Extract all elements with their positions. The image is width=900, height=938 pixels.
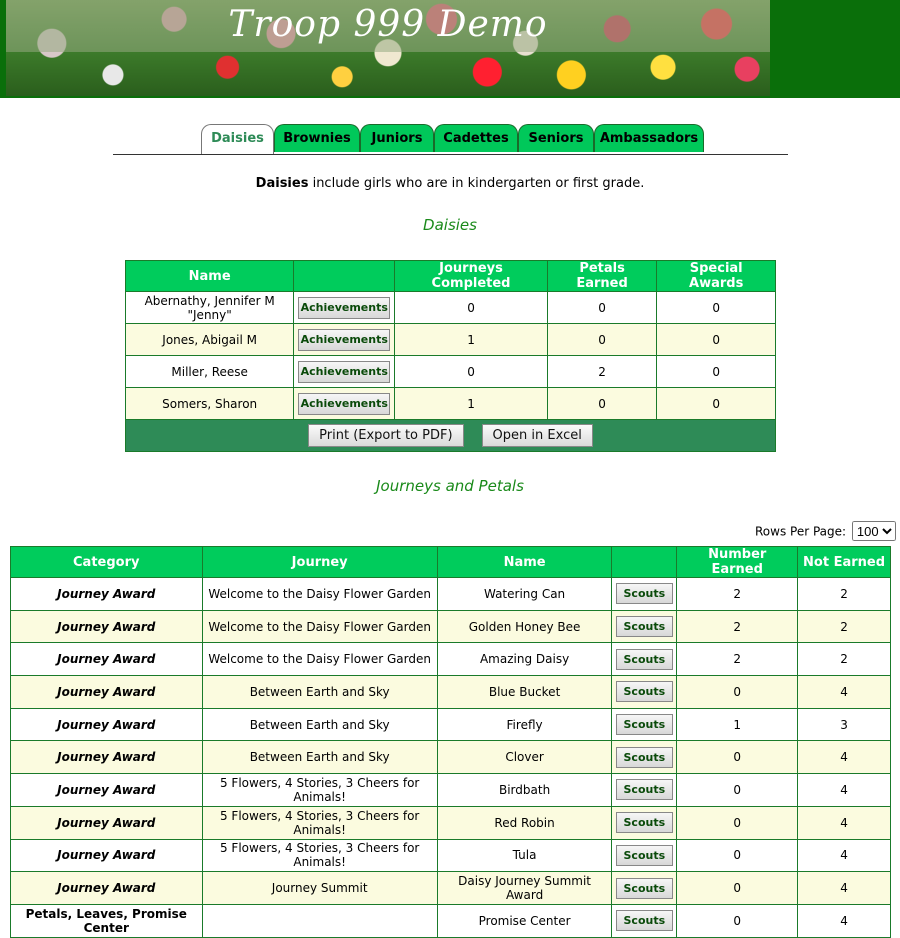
- flower-banner-image: [6, 0, 770, 96]
- col-header-petals-earned: Petals Earned: [547, 261, 657, 292]
- award-category: Journey Award: [11, 676, 203, 709]
- not-earned: 4: [798, 839, 891, 872]
- scouts-cell: [612, 643, 677, 676]
- col-header-actions: [294, 261, 395, 292]
- header-bar: [0, 0, 900, 98]
- award-category: Journey Award: [11, 708, 203, 741]
- scouts-button[interactable]: Scouts: [616, 812, 673, 833]
- achievements-cell: [294, 356, 395, 388]
- girls-table: [125, 260, 776, 452]
- award-row: [11, 839, 891, 872]
- girls-header-row: [126, 261, 776, 292]
- award-journey: Between Earth and Sky: [202, 676, 437, 709]
- girl-name: Abernathy, Jennifer M "Jenny": [126, 292, 294, 324]
- scouts-cell: [612, 806, 677, 839]
- tab-juniors[interactable]: Juniors: [360, 124, 434, 152]
- award-name: Watering Can: [437, 578, 612, 611]
- award-category: Petals, Leaves, Promise Center: [11, 904, 203, 937]
- girl-row: [126, 356, 776, 388]
- tab-seniors[interactable]: Seniors: [518, 124, 594, 152]
- award-journey: 5 Flowers, 4 Stories, 3 Cheers for Animals!: [202, 774, 437, 807]
- girl-row: [126, 292, 776, 324]
- tab-bar: [113, 124, 788, 155]
- award-category: Journey Award: [11, 643, 203, 676]
- award-row: [11, 806, 891, 839]
- scouts-button[interactable]: Scouts: [616, 649, 673, 670]
- scouts-button[interactable]: Scouts: [616, 714, 673, 735]
- scouts-cell: [612, 774, 677, 807]
- special-awards: 0: [657, 292, 776, 324]
- number-earned: 0: [677, 806, 798, 839]
- scouts-cell: [612, 839, 677, 872]
- tab-daisies[interactable]: Daisies: [201, 124, 274, 154]
- special-awards: 0: [657, 388, 776, 420]
- number-earned: 0: [677, 774, 798, 807]
- number-earned: 2: [677, 578, 798, 611]
- scouts-button[interactable]: Scouts: [616, 583, 673, 604]
- special-awards: 0: [657, 324, 776, 356]
- scouts-cell: [612, 708, 677, 741]
- award-category: Journey Award: [11, 774, 203, 807]
- col-header-scouts: [612, 547, 677, 578]
- award-journey: Between Earth and Sky: [202, 741, 437, 774]
- award-name: Tula: [437, 839, 612, 872]
- achievements-button[interactable]: Achievements: [298, 361, 390, 383]
- not-earned: 3: [798, 708, 891, 741]
- scouts-cell: [612, 610, 677, 643]
- scouts-cell: [612, 741, 677, 774]
- rows-per-page-select[interactable]: [852, 521, 896, 541]
- not-earned: 4: [798, 774, 891, 807]
- petals-earned: 0: [547, 388, 657, 420]
- girl-name: Somers, Sharon: [126, 388, 294, 420]
- award-row: [11, 676, 891, 709]
- award-name: Promise Center: [437, 904, 612, 937]
- award-journey: Welcome to the Daisy Flower Garden: [202, 578, 437, 611]
- achievements-cell: [294, 324, 395, 356]
- not-earned: 2: [798, 643, 891, 676]
- award-category: Journey Award: [11, 741, 203, 774]
- col-header-journey: Journey: [202, 547, 437, 578]
- award-journey: Journey Summit: [202, 872, 437, 905]
- award-name: Golden Honey Bee: [437, 610, 612, 643]
- petals-header-row: [11, 547, 891, 578]
- level-description-text: include girls who are in kindergarten or first grade.: [308, 176, 645, 191]
- award-journey: 5 Flowers, 4 Stories, 3 Cheers for Animals!: [202, 839, 437, 872]
- scouts-button[interactable]: Scouts: [616, 878, 673, 899]
- award-row: [11, 708, 891, 741]
- number-earned: 0: [677, 839, 798, 872]
- journeys-completed: 1: [395, 388, 548, 420]
- petals-section-title: Journeys and Petals: [376, 477, 524, 495]
- award-name: Birdbath: [437, 774, 612, 807]
- girls-footer-row: [126, 420, 776, 452]
- scouts-button[interactable]: Scouts: [616, 681, 673, 702]
- open-excel-button[interactable]: Open in Excel: [482, 424, 593, 447]
- award-journey: Welcome to the Daisy Flower Garden: [202, 643, 437, 676]
- scouts-button[interactable]: Scouts: [616, 845, 673, 866]
- scouts-cell: [612, 872, 677, 905]
- not-earned: 4: [798, 872, 891, 905]
- journeys-completed: 0: [395, 356, 548, 388]
- col-header-number-earned: Number Earned: [677, 547, 798, 578]
- achievements-button[interactable]: Achievements: [298, 329, 390, 351]
- not-earned: 2: [798, 578, 891, 611]
- col-header-badge-name: Name: [437, 547, 612, 578]
- col-header-special-awards: Special Awards: [657, 261, 776, 292]
- number-earned: 2: [677, 610, 798, 643]
- award-row: [11, 643, 891, 676]
- achievements-button[interactable]: Achievements: [298, 393, 390, 415]
- scouts-cell: [612, 676, 677, 709]
- tab-ambassadors[interactable]: Ambassadors: [594, 124, 704, 152]
- girl-row: [126, 388, 776, 420]
- number-earned: 0: [677, 904, 798, 937]
- award-row: [11, 872, 891, 905]
- award-category: Journey Award: [11, 872, 203, 905]
- print-pdf-button[interactable]: Print (Export to PDF): [308, 424, 463, 447]
- not-earned: 4: [798, 806, 891, 839]
- col-header-category: Category: [11, 547, 203, 578]
- export-bar: [126, 420, 776, 452]
- petals-earned: 0: [547, 292, 657, 324]
- petals-earned: 0: [547, 324, 657, 356]
- petals-earned: 2: [547, 356, 657, 388]
- rows-per-page-control: [755, 521, 896, 541]
- achievements-button[interactable]: Achievements: [298, 297, 390, 319]
- rows-per-page-label: Rows Per Page:: [755, 524, 847, 539]
- petals-table: [10, 546, 891, 938]
- tab-brownies[interactable]: Brownies: [274, 124, 360, 152]
- award-category: Journey Award: [11, 839, 203, 872]
- award-name: Red Robin: [437, 806, 612, 839]
- col-header-not-earned: Not Earned: [798, 547, 891, 578]
- award-journey: Between Earth and Sky: [202, 708, 437, 741]
- special-awards: 0: [657, 356, 776, 388]
- number-earned: 0: [677, 872, 798, 905]
- number-earned: 0: [677, 741, 798, 774]
- number-earned: 2: [677, 643, 798, 676]
- award-category: Journey Award: [11, 610, 203, 643]
- tab-cadettes[interactable]: Cadettes: [434, 124, 518, 152]
- award-row: [11, 774, 891, 807]
- scouts-button[interactable]: Scouts: [616, 616, 673, 637]
- award-category: Journey Award: [11, 578, 203, 611]
- achievements-cell: [294, 388, 395, 420]
- award-name: Firefly: [437, 708, 612, 741]
- scouts-button[interactable]: Scouts: [616, 747, 673, 768]
- not-earned: 2: [798, 610, 891, 643]
- not-earned: 4: [798, 904, 891, 937]
- scouts-cell: [612, 904, 677, 937]
- scouts-button[interactable]: Scouts: [616, 779, 673, 800]
- award-journey: Welcome to the Daisy Flower Garden: [202, 610, 437, 643]
- award-journey: [202, 904, 437, 937]
- scouts-cell: [612, 578, 677, 611]
- scouts-button[interactable]: Scouts: [616, 910, 673, 931]
- award-category: Journey Award: [11, 806, 203, 839]
- level-description: [0, 176, 900, 191]
- not-earned: 4: [798, 741, 891, 774]
- girl-row: [126, 324, 776, 356]
- journeys-completed: 0: [395, 292, 548, 324]
- award-name: Amazing Daisy: [437, 643, 612, 676]
- girls-section-title: Daisies: [423, 216, 477, 234]
- award-row: [11, 904, 891, 937]
- col-header-name: Name: [126, 261, 294, 292]
- award-name: Daisy Journey Summit Award: [437, 872, 612, 905]
- girl-name: Jones, Abigail M: [126, 324, 294, 356]
- col-header-journeys-completed: Journeys Completed: [395, 261, 548, 292]
- level-name: Daisies: [255, 176, 309, 191]
- girl-name: Miller, Reese: [126, 356, 294, 388]
- award-row: [11, 741, 891, 774]
- award-name: Blue Bucket: [437, 676, 612, 709]
- site-title: Troop 999 Demo: [6, 0, 770, 52]
- journeys-completed: 1: [395, 324, 548, 356]
- award-row: [11, 578, 891, 611]
- award-name: Clover: [437, 741, 612, 774]
- not-earned: 4: [798, 676, 891, 709]
- award-journey: 5 Flowers, 4 Stories, 3 Cheers for Animals!: [202, 806, 437, 839]
- number-earned: 0: [677, 676, 798, 709]
- number-earned: 1: [677, 708, 798, 741]
- award-row: [11, 610, 891, 643]
- achievements-cell: [294, 292, 395, 324]
